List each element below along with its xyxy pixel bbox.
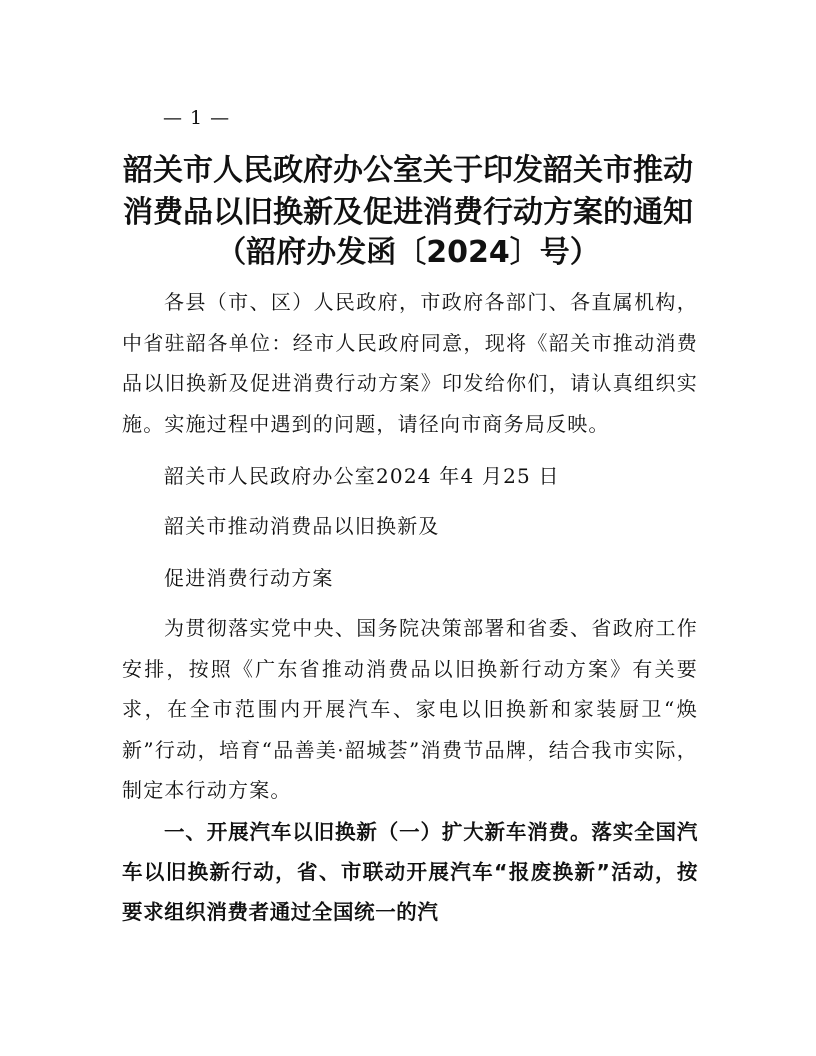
issuer-date: 韶关市人民政府办公室2024 年4 月25 日 bbox=[164, 464, 560, 488]
notice-paragraph bbox=[122, 282, 698, 444]
section-1-paragraph bbox=[122, 812, 698, 932]
document-title-line-1: 韶关市人民政府办公室关于印发韶关市推动 bbox=[123, 153, 693, 188]
document-title-line-3: （韶府办发函〔2024〕号） bbox=[216, 235, 600, 270]
intro-text: 为贯彻落实党中央、国务院决策部署和省委、省政府工作安排，按照《广东省推动消费品以旧换新行动方案》有关要求，在全市范围内开展汽车、家电以旧换新和家装厨卫“焕新”行动，培育“品善美·韶城荟”消费节品牌，结合我市实际，制定本行动方案。 bbox=[122, 616, 698, 802]
page-number: — 1 — bbox=[163, 107, 231, 129]
plan-title-line-1: 韶关市推动消费品以旧换新及 bbox=[164, 514, 440, 538]
intro-paragraph bbox=[122, 608, 698, 811]
section-1-text: 一、开展汽车以旧换新（一）扩大新车消费。落实全国汽车以旧换新行动，省、市联动开展汽车“报废换新”活动，按要求组织消费者通过全国统一的汽 bbox=[122, 820, 698, 924]
plan-title-line-2: 促进消费行动方案 bbox=[164, 566, 334, 590]
notice-text: 各县（市、区）人民政府，市政府各部门、各直属机构，中省驻韶各单位：经市人民政府同意，现将《韶关市推动消费品以旧换新及促进消费行动方案》印发给你们，请认真组织实施。实施过程中遇到的问题，请径向市商务局反映。 bbox=[122, 290, 698, 436]
document-title-line-2: 消费品以旧换新及促进消费行动方案的通知 bbox=[123, 195, 693, 230]
